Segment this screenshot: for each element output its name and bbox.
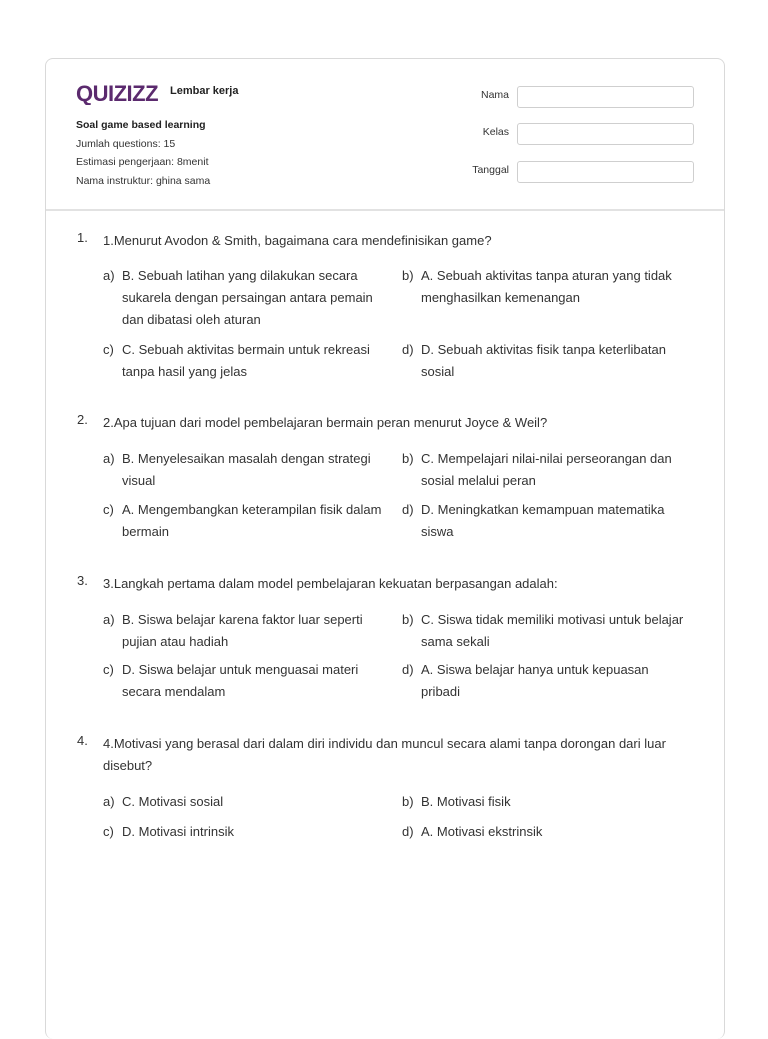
option-text: C. Mempelajari nilai-nilai perseorangan dan sosial melalui peran bbox=[421, 451, 672, 488]
question-number: 3. bbox=[77, 573, 88, 588]
option-letter: d) bbox=[402, 502, 414, 517]
option-text: C. Motivasi sosial bbox=[122, 794, 224, 809]
worksheet-header bbox=[46, 59, 724, 211]
option-letter: b) bbox=[402, 794, 414, 809]
option-text: B. Menyelesaikan masalah dengan strategi visual bbox=[122, 451, 371, 488]
option-text: C. Sebuah aktivitas bermain untuk rekreasi tanpa hasil yang jelas bbox=[122, 342, 370, 379]
option-text: D. Sebuah aktivitas fisik tanpa keterlibatan sosial bbox=[421, 342, 666, 379]
option-text: B. Siswa belajar karena faktor luar seperti pujian atau hadiah bbox=[122, 612, 363, 649]
svg-text:QUIZIZZ: QUIZIZZ bbox=[76, 81, 159, 105]
option-letter: a) bbox=[103, 612, 115, 627]
question-number: 2. bbox=[77, 412, 88, 427]
question-text: 4.Motivasi yang berasal dari dalam diri individu dan muncul secara alami tanpa dorongan dari luar disebut? bbox=[103, 736, 666, 773]
question-number: 1. bbox=[77, 230, 88, 245]
option-text: A. Mengembangkan keterampilan fisik dalam bermain bbox=[122, 502, 382, 539]
option-text: A. Sebuah aktivitas tanpa aturan yang tidak menghasilkan kemenangan bbox=[421, 268, 672, 305]
option-letter: c) bbox=[103, 824, 114, 839]
option-letter: b) bbox=[402, 268, 414, 283]
quizizz-logo bbox=[76, 79, 164, 107]
option-letter: a) bbox=[103, 268, 115, 283]
option-text: A. Motivasi ekstrinsik bbox=[421, 824, 543, 839]
option-text: D. Meningkatkan kemampuan matematika siswa bbox=[421, 502, 665, 539]
question-text: 3.Langkah pertama dalam model pembelajaran kekuatan berpasangan adalah: bbox=[103, 576, 558, 591]
option-letter: d) bbox=[402, 662, 414, 677]
option-letter: a) bbox=[103, 794, 115, 809]
quizizz-logo-icon bbox=[76, 81, 164, 105]
name-label: Nama bbox=[480, 89, 509, 101]
option-text: B. Motivasi fisik bbox=[421, 794, 511, 809]
instructor-name: Nama instruktur: ghina sama bbox=[76, 174, 211, 187]
worksheet-title: Soal game based learning bbox=[76, 119, 206, 131]
option-text: D. Siswa belajar untuk menguasai materi secara mendalam bbox=[122, 662, 359, 699]
option-text: C. Siswa tidak memiliki motivasi untuk belajar sama sekali bbox=[421, 612, 684, 649]
worksheet-page bbox=[45, 58, 725, 1039]
date-field[interactable] bbox=[517, 161, 694, 183]
question-count: Jumlah questions: 15 bbox=[76, 137, 176, 150]
name-field[interactable] bbox=[517, 86, 694, 108]
question-text: 2.Apa tujuan dari model pembelajaran bermain peran menurut Joyce & Weil? bbox=[103, 415, 548, 430]
question-text: 1.Menurut Avodon & Smith, bagaimana cara mendefinisikan game? bbox=[103, 233, 492, 248]
option-letter: b) bbox=[402, 612, 414, 627]
time-estimate: Estimasi pengerjaan: 8menit bbox=[76, 156, 209, 168]
worksheet-meta bbox=[76, 116, 210, 190]
option-letter: c) bbox=[103, 342, 114, 357]
option-text: A. Siswa belajar hanya untuk kepuasan pribadi bbox=[421, 662, 649, 699]
worksheet-type-label: Lembar kerja bbox=[170, 85, 239, 97]
option-letter: b) bbox=[402, 451, 414, 466]
date-label: Tanggal bbox=[472, 164, 509, 176]
option-letter: d) bbox=[402, 342, 414, 357]
option-letter: a) bbox=[103, 451, 115, 466]
class-field[interactable] bbox=[517, 123, 694, 145]
option-letter: c) bbox=[103, 662, 114, 677]
option-letter: d) bbox=[402, 824, 414, 839]
option-letter: c) bbox=[103, 502, 114, 517]
question-number: 4. bbox=[77, 733, 88, 748]
class-label: Kelas bbox=[482, 126, 509, 138]
option-text: D. Motivasi intrinsik bbox=[122, 824, 234, 839]
option-text: B. Sebuah latihan yang dilakukan secara sukarela dengan persaingan antara pemain dan dibatasi oleh aturan bbox=[122, 268, 373, 327]
